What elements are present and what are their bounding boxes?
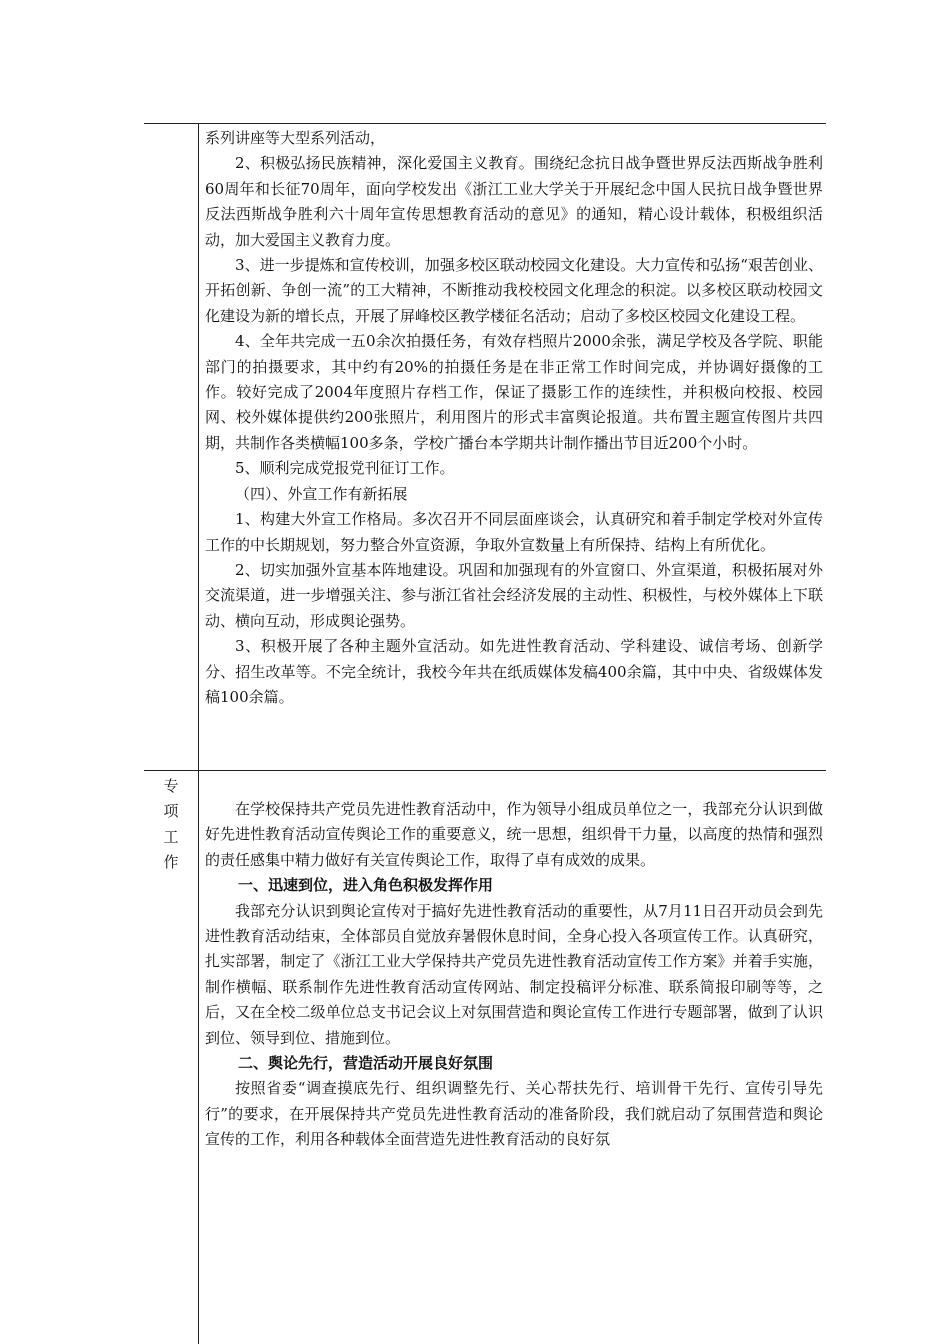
intro-paragraph: 在学校保持共产党员先进性教育活动中，作为领导小组成员单位之一，我部充分认识到做好先进性教育活动宣传舆论工作的重要意义，统一思想，组织骨干力量，以高度的热情和强烈的责任感集中精力做好有关宣传舆论工作，取得了卓有成效的成果。 [205,800,823,869]
paragraph: 3、积极开展了各种主题外宣活动。如先进性教育活动、学科建设、诚信考场、创新学分、招生改革等。不完全统计，我校今年共在纸质媒体发稿400余篇，其中中央、省级媒体发稿100余篇。 [205,637,823,706]
table-column-divider [198,770,199,1344]
table-top-border [144,123,826,124]
label-char: 作 [163,853,179,872]
table-row-border [144,770,826,771]
special-work-label [146,774,196,876]
table-column-divider [198,123,199,770]
subsection-heading: （四）、外宣工作有新拓展 [235,484,408,503]
section-heading-2: 二、舆论先行，营造活动开展良好氛围 [238,1054,494,1073]
section-heading-1: 一、迅速到位，进入角色积极发挥作用 [238,876,494,895]
paragraph: 3、进一步提炼和宣传校训，加强多校区联动校园文化建设。大力宣传和弘扬“艰苦创业、开拓创新、争创一流”的工大精神，不断推动我校校园文化理念的积淀。以多校区联动校园文化建设为新的增长点，开展了屏峰校区教学楼征名活动；启动了多校区校园文化建设工程。 [205,256,823,325]
label-char: 项 [163,802,179,821]
paragraph: 1、构建大外宣工作格局。多次召开不同层面座谈会，认真研究和着手制定学校对外宣传工作的中长期规划，努力整合外宣资源，争取外宣数量上有所保持、结构上有所优化。 [205,510,823,554]
paragraph: 4、全年共完成一五0余次拍摄任务，有效存档照片2000余张，满足学校及各学院、职能部门的拍摄要求，其中约有20%的拍摄任务是在非正常工作时间完成，并协调好摄像的工作。较好完成了2004年度照片存档工作，保证了摄影工作的连续性，并积极向校报、校园网、校外媒体提供约200张照片，利用图片的形式丰富舆论报道。共布置主题宣传图片共四期，共制作各类横幅100多条，学校广播台本学期共计制作播出节目近200个小时。 [205,332,823,452]
paragraph: 2、切实加强外宣基本阵地建设。巩固和加强现有的外宣窗口、外宣渠道，积极拓展对外交流渠道，进一步增强关注、参与浙江省社会经济发展的主动性、积极性，与校外媒体上下联动、横向互动，形成舆论强势。 [205,560,823,630]
paragraph: 系列讲座等大型系列活动， [205,129,386,147]
paragraph: 2、积极弘扬民族精神，深化爱国主义教育。围绕纪念抗日战争暨世界反法西斯战争胜利60周年和长征70周年，面向学校发出《浙江工业大学关于开展纪念中国人民抗日战争暨世界反法西斯战争胜利六十周年宣传思想教育活动的意见》的通知，精心设计载体，积极组织活动，加大爱国主义教育力度。 [205,154,823,249]
label-char: 工 [163,827,179,846]
paragraph: 我部充分认识到舆论宣传对于搞好先进性教育活动的重要性，从7月11日召开动员会到先进性教育活动结束，全体部员自觉放弃暑假休息时间，全身心投入各项宣传工作。认真研究，扎实部署，制定了《浙江工业大学保持共产党员先进性教育活动宣传工作方案》并着手实施，制作横幅、联系制作先进性教育活动宣传网站、制定投稿评分标准、联系简报印刷等等，之后，又在全校二级单位总支书记会议上对氛围营造和舆论宣传工作进行专题部署，做到了认识到位、领导到位、措施到位。 [205,901,823,1047]
special-section-content [205,797,823,1153]
label-char: 专 [163,777,179,795]
paragraph: 5、顺利完成党报党刊征订工作。 [235,459,455,478]
top-section-content [205,126,823,710]
paragraph: 按照省委“调查摸底先行、组织调整先行、关心帮扶先行、培训骨干先行、宣传引导先行”的要求，在开展保持共产党员先进性教育活动的准备阶段，我们就启动了氛围营造和舆论宣传的工作，利用各种载体全面营造先进性教育活动的良好氛 [205,1079,823,1149]
